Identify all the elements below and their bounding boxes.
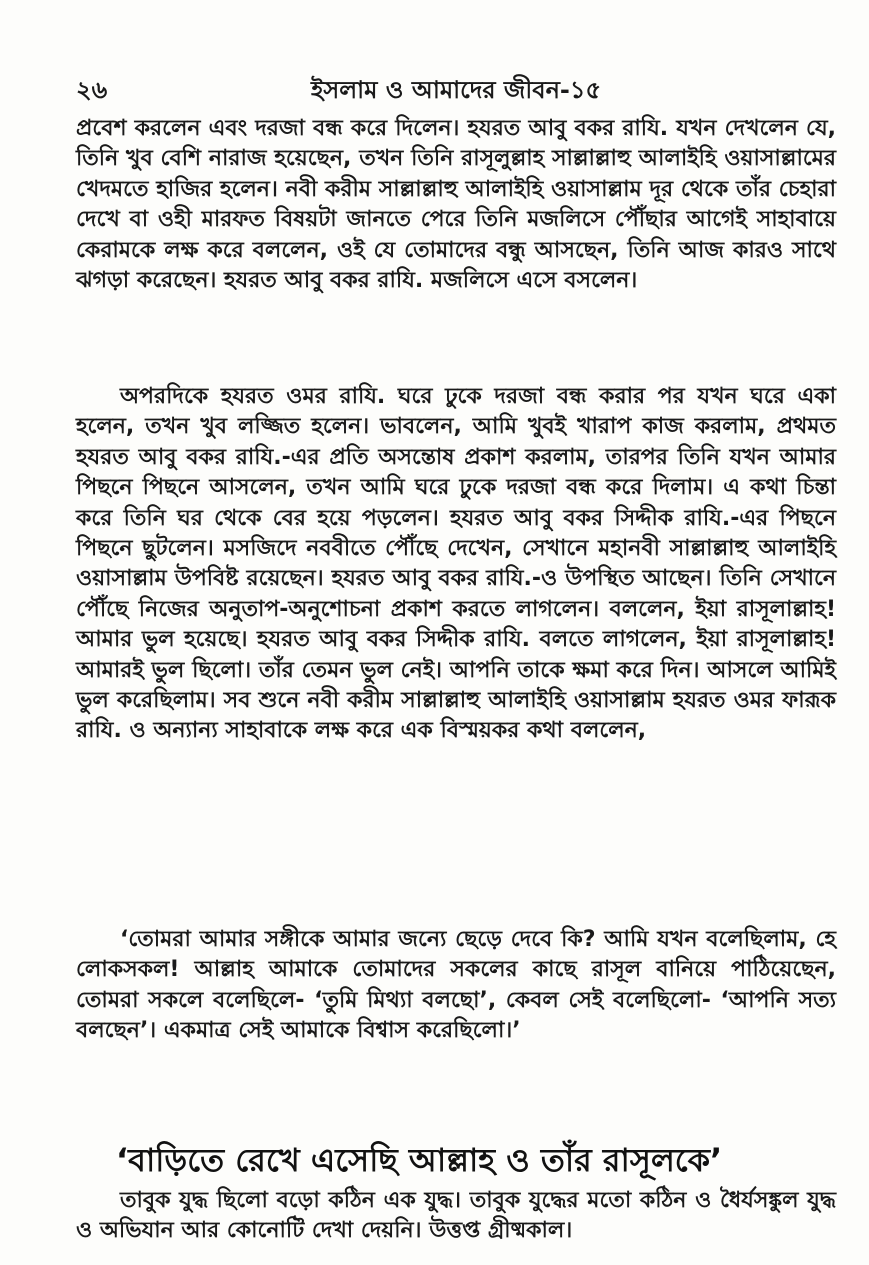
running-title: ইসলাম ও আমাদের জীবন-১৫ — [310, 76, 602, 104]
paragraph: তাবুক যুদ্ধ ছিলো বড়ো কঠিন এক যুদ্ধ। তাবুক যুদ্ধের মতো কঠিন ও ধৈর্যসঙ্কুল যুদ্ধ ও অভিযান আর কোনোটি দেখা দেয়নি। উত্তপ্ত গ্রীষ্মকাল। — [76, 1188, 836, 1244]
page-number: ২৬ — [76, 76, 108, 104]
paragraph: প্রবেশ করলেন এবং দরজা বন্ধ করে দিলেন। হযরত আবু বকর রাযি. যখন দেখলেন যে, তিনি খুব বেশি নারাজ হয়েছেন, তখন তিনি রাসূলুল্লাহ সাল্লাল্লাহু আলাইহি ওয়াসাল্লামের খেদমতে হাজির হলেন। নবী করীম সাল্লাল্লাহু আলাইহি ওয়াসাল্লাম দূর থেকে তাঁর চেহারা দেখে বা ওহী মারফত বিষয়টা জানতে পেরে তিনি মজলিসে পৌঁছার আগেই সাহাবায়ে কেরামকে লক্ষ করে বললেন, ওই যে তোমাদের বন্ধু আসছেন, তিনি আজ কারও সাথে ঝগড়া করেছেন। হযরত আবু বকর রাযি. মজলিসে এসে বসলেন। — [76, 116, 836, 294]
section-heading: ‘বাড়িতে রেখে এসেছি আল্লাহ ও তাঁর রাসূলকে’ — [116, 1141, 723, 1179]
paragraph: অপরদিকে হযরত ওমর রাযি. ঘরে ঢুকে দরজা বন্ধ করার পর যখন ঘরে একা হলেন, তখন খুব লজ্জিত হলেন। ভাবলেন, আমি খুবই খারাপ কাজ করলাম, প্রথমত হযরত আবু বকর রাযি.-এর প্রতি অসন্তোষ প্রকাশ করলাম, তারপর তিনি যখন আমার পিছনে পিছনে আসলেন, তখন আমি ঘরে ঢুকে দরজা বন্ধ করে দিলাম। এ কথা চিন্তা করে তিনি ঘর থেকে বের হয়ে পড়লেন। হযরত আবু বকর সিদ্দীক রাযি.-এর পিছনে পিছনে ছুটলেন। মসজিদে নববীতে পৌঁছে দেখেন, সেখানে মহানবী সাল্লাল্লাহু আলাইহি ওয়াসাল্লাম উপবিষ্ট রয়েছেন। হযরত আবু বকর রাযি.-ও উপস্থিত আছেন। তিনি সেখানে পৌঁছে নিজের অনুতাপ-অনুশোচনা প্রকাশ করতে লাগলেন। বললেন, ইয়া রাসূলাল্লাহ! আমার ভুল হয়েছে। হযরত আবু বকর সিদ্দীক রাযি. বলতে লাগলেন, ইয়া রাসূলাল্লাহ! আমারই ভুল ছিলো। তাঁর তেমন ভুল নেই। আপনি তাকে ক্ষমা করে দিন। আসলে আমিই ভুল করেছিলাম। সব শুনে নবী করীম সাল্লাল্লাহু আলাইহি ওয়াসাল্লাম হযরত ওমর ফারূক রাযি. ও অন্যান্য সাহাবাকে লক্ষ করে এক বিস্ময়কর কথা বললেন, — [76, 384, 836, 744]
quotation-paragraph: ‘তোমরা আমার সঙ্গীকে আমার জন্যে ছেড়ে দেবে কি? আমি যখন বলেছিলাম, হে লোকসকল! আল্লাহ আমাকে তোমাদের সকলের কাছে রাসূল বানিয়ে পাঠিয়েছেন, তোমরা সকলে বলেছিলে- ‘তুমি মিথ্যা বলছো’, কেবল সেই বলেছিলো- ‘আপনি সত্য বলছেন’। একমাত্র সেই আমাকে বিশ্বাস করেছিলো।’ — [76, 927, 836, 1044]
page-header — [76, 72, 836, 108]
